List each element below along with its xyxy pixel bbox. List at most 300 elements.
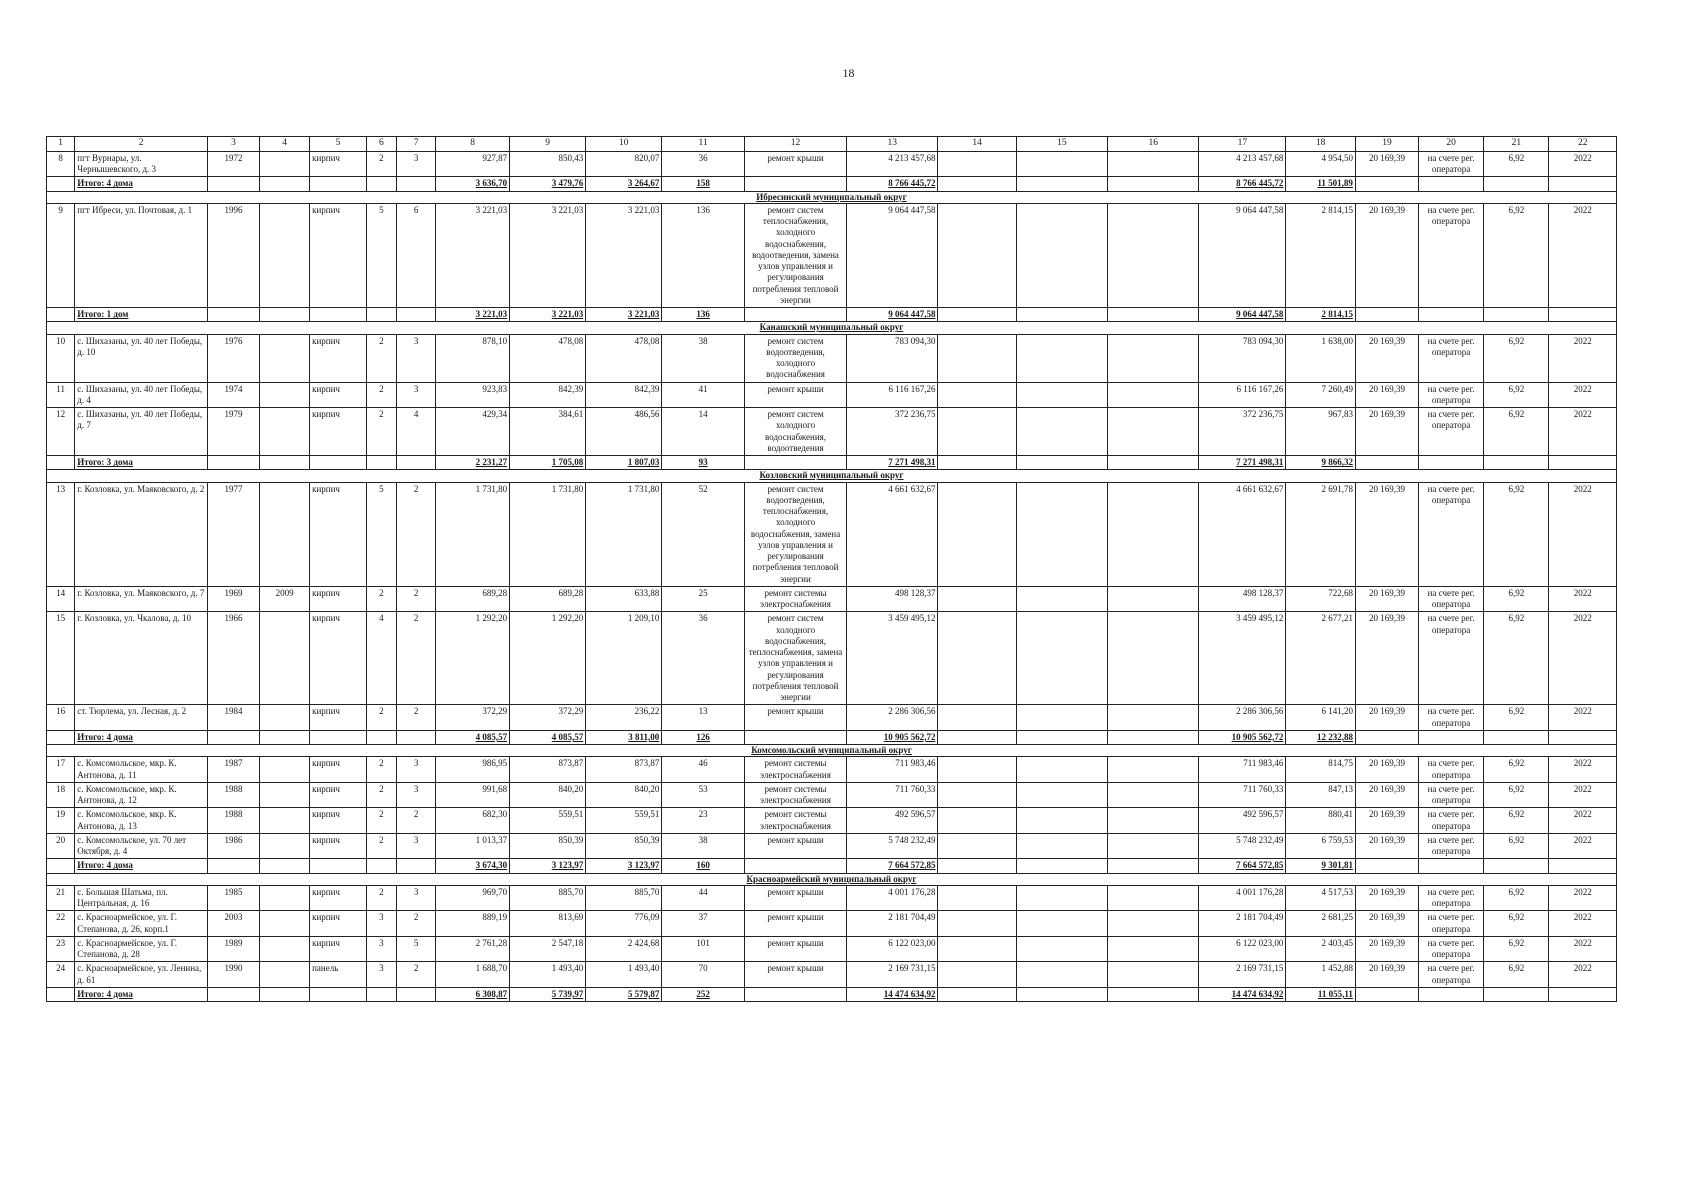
table-cell: 878,10 — [436, 334, 510, 382]
table-cell: 3 — [397, 334, 436, 382]
table-cell — [260, 408, 310, 456]
house-row — [47, 151, 1617, 177]
table-cell: с. Комсомольское, мкр. К. Антонова, д. 11 — [75, 757, 208, 783]
table-cell: 20 169,39 — [1355, 382, 1418, 408]
table-cell: 3 — [366, 962, 396, 988]
table-cell — [938, 203, 1016, 307]
house-row — [47, 334, 1617, 382]
subtotal-cell — [366, 859, 396, 873]
table-cell: 6,92 — [1484, 782, 1549, 808]
table-cell: 20 169,39 — [1355, 911, 1418, 937]
subtotal-cell — [207, 308, 259, 322]
table-cell — [260, 151, 310, 177]
table-cell — [938, 808, 1016, 834]
table-cell — [1016, 586, 1107, 612]
subtotal-cell: 252 — [662, 987, 745, 1001]
table-cell: 478,08 — [510, 334, 586, 382]
table-cell: панель — [310, 962, 367, 988]
table-cell: 1988 — [207, 808, 259, 834]
table-cell — [260, 757, 310, 783]
subtotal-cell: 8 766 445,72 — [847, 177, 938, 191]
table-cell: 2 677,21 — [1286, 612, 1356, 705]
table-cell: 4 001 176,28 — [1199, 885, 1286, 911]
table-cell: 1974 — [207, 382, 259, 408]
table-cell: 1979 — [207, 408, 259, 456]
subtotal-cell — [1355, 456, 1418, 470]
table-cell: 5 — [397, 936, 436, 962]
table-cell: 559,51 — [510, 808, 586, 834]
table-cell: 2 — [366, 885, 396, 911]
table-cell: 2022 — [1549, 203, 1617, 307]
table-cell: 2 286 306,56 — [847, 705, 938, 731]
subtotal-cell — [1355, 177, 1418, 191]
table-cell: 14 — [662, 408, 745, 456]
column-number-cell: 1 — [47, 137, 75, 152]
house-row — [47, 382, 1617, 408]
table-cell: кирпич — [310, 586, 367, 612]
table-cell: 840,20 — [586, 782, 662, 808]
table-cell: 2022 — [1549, 782, 1617, 808]
table-cell — [938, 782, 1016, 808]
table-cell — [1016, 757, 1107, 783]
table-cell — [938, 885, 1016, 911]
table-cell: 1987 — [207, 757, 259, 783]
subtotal-cell — [260, 987, 310, 1001]
column-number-cell: 3 — [207, 137, 259, 152]
table-cell: 711 983,46 — [1199, 757, 1286, 783]
table-cell: на счете рег. оператора — [1418, 885, 1483, 911]
table-cell: 384,61 — [510, 408, 586, 456]
table-cell: 2 — [366, 808, 396, 834]
table-cell: 2 — [397, 612, 436, 705]
table-cell: 6,92 — [1484, 203, 1549, 307]
table-cell: 1 013,37 — [436, 833, 510, 859]
table-cell — [260, 833, 310, 859]
subtotal-cell: 3 674,30 — [436, 859, 510, 873]
table-cell: 6 759,53 — [1286, 833, 1356, 859]
house-row — [47, 705, 1617, 731]
subtotal-cell — [1549, 859, 1617, 873]
table-cell: 6,92 — [1484, 482, 1549, 586]
table-cell — [1108, 808, 1199, 834]
table-cell — [1108, 833, 1199, 859]
table-cell: ремонт крыши — [744, 962, 846, 988]
subtotal-row — [47, 308, 1617, 322]
house-row — [47, 586, 1617, 612]
table-cell: на счете рег. оператора — [1418, 833, 1483, 859]
house-row — [47, 408, 1617, 456]
subtotal-cell: 10 905 562,72 — [1199, 730, 1286, 744]
column-number-cell: 13 — [847, 137, 938, 152]
subtotal-cell — [1418, 730, 1483, 744]
table-cell: 2 691,78 — [1286, 482, 1356, 586]
table-cell: на счете рег. оператора — [1418, 612, 1483, 705]
table-cell: кирпич — [310, 408, 367, 456]
table-cell: г. Козловка, ул. Чкалова, д. 10 — [75, 612, 208, 705]
table-cell: с. Большая Шатьма, пл. Центральная, д. 16 — [75, 885, 208, 911]
subtotal-cell — [310, 308, 367, 322]
table-cell: 842,39 — [510, 382, 586, 408]
subtotal-cell: 3 636,70 — [436, 177, 510, 191]
subtotal-row — [47, 730, 1617, 744]
subtotal-cell — [1016, 456, 1107, 470]
subtotal-cell — [260, 730, 310, 744]
subtotal-cell: 4 085,57 — [510, 730, 586, 744]
subtotal-cell — [1016, 308, 1107, 322]
table-cell: на счете рег. оператора — [1418, 911, 1483, 937]
column-number-cell: 9 — [510, 137, 586, 152]
subtotal-cell — [938, 308, 1016, 322]
table-cell — [938, 408, 1016, 456]
table-cell: 1 493,40 — [510, 962, 586, 988]
table-cell: 20 169,39 — [1355, 705, 1418, 731]
table-cell: 2 — [397, 911, 436, 937]
subtotal-cell — [744, 456, 846, 470]
table-cell: 498 128,37 — [1199, 586, 1286, 612]
table-cell: 1 493,40 — [586, 962, 662, 988]
subtotal-cell — [744, 177, 846, 191]
subtotal-cell — [744, 730, 846, 744]
table-cell: 6 122 023,00 — [847, 936, 938, 962]
table-cell: 41 — [662, 382, 745, 408]
table-cell: 5 — [366, 203, 396, 307]
district-header-row — [47, 873, 1617, 885]
table-cell: 3 459 495,12 — [1199, 612, 1286, 705]
table-cell: 9 064 447,58 — [1199, 203, 1286, 307]
table-cell: кирпич — [310, 151, 367, 177]
table-cell: 4 — [397, 408, 436, 456]
subtotal-cell — [207, 859, 259, 873]
table-cell — [1108, 382, 1199, 408]
table-cell: 7 260,49 — [1286, 382, 1356, 408]
subtotal-cell — [366, 987, 396, 1001]
table-cell: 2 — [366, 151, 396, 177]
table-cell: 21 — [47, 885, 75, 911]
subtotal-cell: 7 664 572,85 — [847, 859, 938, 873]
table-cell: 6,92 — [1484, 612, 1549, 705]
subtotal-row — [47, 456, 1617, 470]
table-cell: 6,92 — [1484, 757, 1549, 783]
table-cell: кирпич — [310, 757, 367, 783]
subtotal-cell — [1016, 730, 1107, 744]
table-cell: 2003 — [207, 911, 259, 937]
table-cell: 3 459 495,12 — [847, 612, 938, 705]
table-cell: 478,08 — [586, 334, 662, 382]
table-cell: ремонт системы электроснабжения — [744, 586, 846, 612]
table-cell: 20 — [47, 833, 75, 859]
table-cell — [1016, 382, 1107, 408]
table-cell: 722,68 — [1286, 586, 1356, 612]
table-cell: ремонт крыши — [744, 936, 846, 962]
subtotal-cell — [938, 987, 1016, 1001]
subtotal-row — [47, 859, 1617, 873]
table-cell: 101 — [662, 936, 745, 962]
subtotal-cell — [366, 456, 396, 470]
subtotal-cell: 10 905 562,72 — [847, 730, 938, 744]
table-cell: ремонт системы электроснабжения — [744, 808, 846, 834]
subtotal-cell: 136 — [662, 308, 745, 322]
table-cell: 813,69 — [510, 911, 586, 937]
table-cell: 1996 — [207, 203, 259, 307]
table-cell: 6,92 — [1484, 911, 1549, 937]
table-cell: 2022 — [1549, 612, 1617, 705]
table-cell: 2022 — [1549, 408, 1617, 456]
subtotal-cell: 11 501,89 — [1286, 177, 1356, 191]
subtotal-cell: 9 866,32 — [1286, 456, 1356, 470]
subtotal-cell — [744, 987, 846, 1001]
table-cell: ремонт крыши — [744, 833, 846, 859]
subtotal-cell: 3 479,76 — [510, 177, 586, 191]
subtotal-cell — [1108, 730, 1199, 744]
table-cell: 783 094,30 — [1199, 334, 1286, 382]
table-cell: 1976 — [207, 334, 259, 382]
table-cell: кирпич — [310, 612, 367, 705]
table-cell: 3 221,03 — [510, 203, 586, 307]
table-cell: 1 688,70 — [436, 962, 510, 988]
subtotal-cell: 3 221,03 — [586, 308, 662, 322]
table-cell: 559,51 — [586, 808, 662, 834]
table-cell: ремонт крыши — [744, 151, 846, 177]
column-number-cell: 10 — [586, 137, 662, 152]
table-cell — [938, 833, 1016, 859]
table-cell: 5 748 232,49 — [1199, 833, 1286, 859]
table-cell: 20 169,39 — [1355, 936, 1418, 962]
table-cell: с. Комсомольское, ул. 70 лет Октября, д. 4 — [75, 833, 208, 859]
subtotal-cell — [1355, 859, 1418, 873]
table-cell: 3 — [366, 936, 396, 962]
house-row — [47, 962, 1617, 988]
table-cell: 486,56 — [586, 408, 662, 456]
table-cell: 1 209,10 — [586, 612, 662, 705]
table-cell — [1016, 408, 1107, 456]
table-cell: 17 — [47, 757, 75, 783]
subtotal-cell — [1108, 308, 1199, 322]
table-cell: 2 — [366, 782, 396, 808]
table-cell: 44 — [662, 885, 745, 911]
table-cell: 873,87 — [586, 757, 662, 783]
table-cell: на счете рег. оператора — [1418, 586, 1483, 612]
table-cell: 923,83 — [436, 382, 510, 408]
table-cell — [938, 705, 1016, 731]
table-cell: 2 547,18 — [510, 936, 586, 962]
subtotal-cell — [1484, 987, 1549, 1001]
table-cell: 20 169,39 — [1355, 586, 1418, 612]
subtotal-cell — [1549, 177, 1617, 191]
subtotal-cell — [260, 456, 310, 470]
table-cell — [260, 782, 310, 808]
table-cell: 6 116 167,26 — [847, 382, 938, 408]
table-cell: на счете рег. оператора — [1418, 782, 1483, 808]
table-cell: на счете рег. оператора — [1418, 203, 1483, 307]
table-cell: пгт Ибреси, ул. Почтовая, д. 1 — [75, 203, 208, 307]
subtotal-cell — [1549, 308, 1617, 322]
table-cell: 23 — [662, 808, 745, 834]
subtotal-cell: 3 221,03 — [510, 308, 586, 322]
table-cell: с. Комсомольское, мкр. К. Антонова, д. 12 — [75, 782, 208, 808]
table-cell: 2 424,68 — [586, 936, 662, 962]
table-cell: 2 814,15 — [1286, 203, 1356, 307]
district-name: Козловский муниципальный округ — [47, 470, 1617, 482]
table-cell: 3 — [366, 911, 396, 937]
subtotal-cell — [397, 177, 436, 191]
table-cell — [1108, 782, 1199, 808]
table-cell: ст. Тюрлема, ул. Лесная, д. 2 — [75, 705, 208, 731]
table-cell: 1972 — [207, 151, 259, 177]
table-cell: 776,09 — [586, 911, 662, 937]
table-cell — [1108, 911, 1199, 937]
subtotal-cell — [207, 177, 259, 191]
table-cell: 711 760,33 — [847, 782, 938, 808]
subtotal-cell: 3 123,97 — [586, 859, 662, 873]
subtotal-cell — [1355, 987, 1418, 1001]
column-number-cell: 20 — [1418, 137, 1483, 152]
table-cell: 498 128,37 — [847, 586, 938, 612]
table-cell: с. Комсомольское, мкр. К. Антонова, д. 13 — [75, 808, 208, 834]
table-cell — [1016, 612, 1107, 705]
table-cell: 372,29 — [436, 705, 510, 731]
subtotal-cell — [397, 859, 436, 873]
table-cell: ремонт системы электроснабжения — [744, 782, 846, 808]
subtotal-cell — [1484, 730, 1549, 744]
subtotal-cell: 3 264,67 — [586, 177, 662, 191]
subtotal-cell: 5 579,87 — [586, 987, 662, 1001]
subtotal-cell: 93 — [662, 456, 745, 470]
subtotal-cell — [1016, 987, 1107, 1001]
table-cell: 36 — [662, 612, 745, 705]
table-cell: 136 — [662, 203, 745, 307]
table-cell — [47, 859, 75, 873]
house-row — [47, 782, 1617, 808]
table-cell: ремонт систем холодного водоснабжения, теплоснабжения, замена узлов управления и регулирования потребления тепловой энергии — [744, 612, 846, 705]
subtotal-cell: 14 474 634,92 — [847, 987, 938, 1001]
subtotal-label: Итого: 4 дома — [75, 859, 208, 873]
table-cell: 2 — [366, 705, 396, 731]
table-cell — [1016, 782, 1107, 808]
table-cell: 6,92 — [1484, 833, 1549, 859]
table-cell: 4 — [366, 612, 396, 705]
table-cell: 3 — [397, 833, 436, 859]
table-cell: 20 169,39 — [1355, 482, 1418, 586]
house-row — [47, 203, 1617, 307]
house-row — [47, 482, 1617, 586]
subtotal-label: Итого: 4 дома — [75, 730, 208, 744]
subtotal-cell — [310, 730, 367, 744]
subtotal-cell: 126 — [662, 730, 745, 744]
table-cell: 18 — [47, 782, 75, 808]
subtotal-cell — [744, 308, 846, 322]
subtotal-cell — [397, 987, 436, 1001]
table-cell — [938, 334, 1016, 382]
subtotal-cell — [744, 859, 846, 873]
table-cell: 1969 — [207, 586, 259, 612]
table-cell: 9 064 447,58 — [847, 203, 938, 307]
subtotal-cell: 7 664 572,85 — [1199, 859, 1286, 873]
table-cell — [1016, 911, 1107, 937]
table-cell — [938, 382, 1016, 408]
table-cell: 2 — [366, 833, 396, 859]
table-cell: 850,39 — [510, 833, 586, 859]
table-cell: 873,87 — [510, 757, 586, 783]
table-cell: 2 — [366, 586, 396, 612]
subtotal-cell: 11 055,11 — [1286, 987, 1356, 1001]
table-cell — [938, 612, 1016, 705]
table-cell: 850,39 — [586, 833, 662, 859]
subtotal-cell: 6 308,87 — [436, 987, 510, 1001]
district-name: Красноармейский муниципальный округ — [47, 873, 1617, 885]
table-cell: 236,22 — [586, 705, 662, 731]
table-cell — [938, 151, 1016, 177]
column-number-cell: 6 — [366, 137, 396, 152]
table-cell — [260, 936, 310, 962]
table-cell: 20 169,39 — [1355, 334, 1418, 382]
table-cell: 3 221,03 — [436, 203, 510, 307]
subtotal-cell — [1108, 177, 1199, 191]
table-cell: 2 — [366, 757, 396, 783]
table-cell — [260, 482, 310, 586]
subtotal-cell — [1355, 730, 1418, 744]
table-cell: 372 236,75 — [1199, 408, 1286, 456]
table-cell: 6,92 — [1484, 705, 1549, 731]
table-cell: 1988 — [207, 782, 259, 808]
table-cell: кирпич — [310, 382, 367, 408]
table-cell — [260, 382, 310, 408]
subtotal-cell — [1108, 859, 1199, 873]
table-cell — [260, 705, 310, 731]
table-cell — [1016, 962, 1107, 988]
table-cell: 2 169 731,15 — [1199, 962, 1286, 988]
table-cell: 814,75 — [1286, 757, 1356, 783]
column-number-row — [47, 137, 1617, 152]
table-cell: 46 — [662, 757, 745, 783]
table-cell: 2 181 704,49 — [847, 911, 938, 937]
table-cell — [938, 936, 1016, 962]
table-cell: 2 — [366, 408, 396, 456]
table-cell: 20 169,39 — [1355, 612, 1418, 705]
table-cell: 682,30 — [436, 808, 510, 834]
table-cell — [1108, 757, 1199, 783]
table-cell — [1108, 203, 1199, 307]
table-cell — [47, 987, 75, 1001]
table-cell: 2022 — [1549, 382, 1617, 408]
table-cell: 1990 — [207, 962, 259, 988]
table-cell: 2022 — [1549, 962, 1617, 988]
table-cell: 2022 — [1549, 482, 1617, 586]
table-cell: 372,29 — [510, 705, 586, 731]
district-header-row — [47, 745, 1617, 757]
table-cell: 1985 — [207, 885, 259, 911]
table-cell: кирпич — [310, 936, 367, 962]
column-number-cell: 17 — [1199, 137, 1286, 152]
subtotal-cell — [310, 456, 367, 470]
column-number-cell: 2 — [75, 137, 208, 152]
subtotal-label: Итого: 3 дома — [75, 456, 208, 470]
table-cell: 429,34 — [436, 408, 510, 456]
table-cell: 4 517,53 — [1286, 885, 1356, 911]
table-cell: ремонт системы электроснабжения — [744, 757, 846, 783]
table-cell — [47, 177, 75, 191]
table-cell: 14 — [47, 586, 75, 612]
table-cell: пгт Вурнары, ул. Чернышевского, д. 3 — [75, 151, 208, 177]
table-cell: 820,07 — [586, 151, 662, 177]
subtotal-cell — [1016, 177, 1107, 191]
table-cell — [1016, 482, 1107, 586]
table-cell — [47, 730, 75, 744]
table-cell: 2 — [397, 705, 436, 731]
table-cell — [260, 962, 310, 988]
table-cell: 2 286 306,56 — [1199, 705, 1286, 731]
table-cell: 880,41 — [1286, 808, 1356, 834]
table-cell — [938, 911, 1016, 937]
